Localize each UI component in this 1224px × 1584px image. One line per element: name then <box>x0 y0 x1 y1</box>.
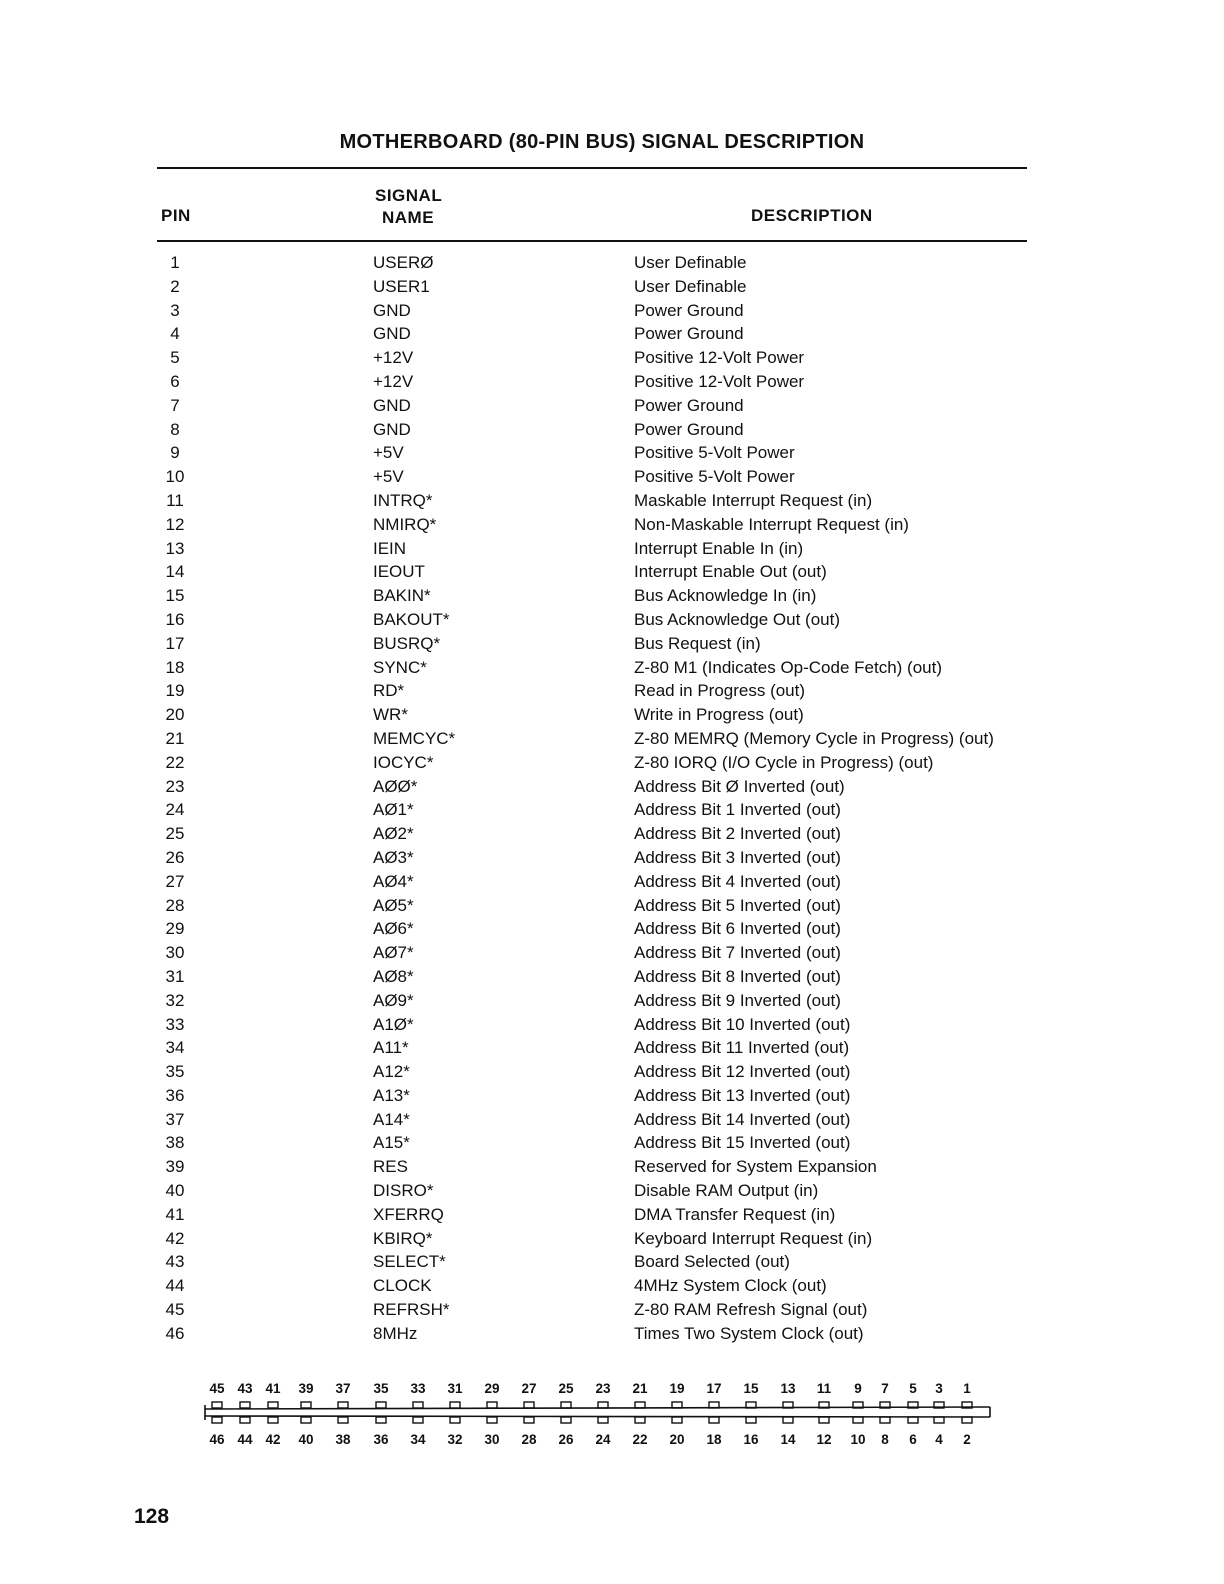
signal-cell: +5V <box>373 467 404 487</box>
connector-pin-label-bottom: 26 <box>558 1432 574 1447</box>
connector-pad-bottom <box>240 1417 250 1423</box>
signal-cell: INTRQ* <box>373 490 433 510</box>
pin-cell: 20 <box>165 705 185 725</box>
table-row <box>0 1084 1224 1108</box>
connector-pad-bottom <box>212 1417 222 1423</box>
signal-cell: GND <box>373 395 411 415</box>
signal-cell: DISRO* <box>373 1181 434 1201</box>
pin-cell: 41 <box>165 1204 185 1224</box>
table-row <box>0 727 1224 751</box>
signal-cell: AØ5* <box>373 895 414 915</box>
pin-cell: 29 <box>165 919 185 939</box>
pin-cell: 16 <box>165 609 185 629</box>
table-row <box>0 299 1224 323</box>
connector-pin-label-bottom: 36 <box>373 1432 389 1447</box>
signal-cell: AØ4* <box>373 871 414 891</box>
bus-connector-diagram <box>195 1378 1005 1458</box>
signal-cell: MEMCYC* <box>373 728 456 748</box>
connector-pad-bottom <box>746 1417 756 1423</box>
header-signal-name <box>375 185 442 229</box>
signal-cell: AØ3* <box>373 847 414 867</box>
description-cell: Positive 12-Volt Power <box>634 371 805 391</box>
signal-cell: BUSRQ* <box>373 633 441 653</box>
description-cell: Bus Acknowledge In (in) <box>634 586 817 606</box>
connector-pad-top <box>376 1402 386 1408</box>
connector-pin-label-top: 23 <box>595 1381 611 1396</box>
description-cell: Z-80 M1 (Indicates Op-Code Fetch) (out) <box>634 657 943 677</box>
description-cell: Bus Request (in) <box>634 633 761 653</box>
connector-pin-label-top: 33 <box>410 1381 426 1396</box>
pin-cell: 28 <box>165 895 185 915</box>
description-cell: Power Ground <box>634 300 744 320</box>
connector-pin-label-bottom: 30 <box>484 1432 500 1447</box>
signal-cell: BAKIN* <box>373 586 431 606</box>
description-cell: 4MHz System Clock (out) <box>634 1276 827 1296</box>
connector-pad-top <box>413 1402 423 1408</box>
description-cell: Address Bit 7 Inverted (out) <box>634 943 841 963</box>
description-cell: Z-80 IORQ (I/O Cycle in Progress) (out) <box>634 752 934 772</box>
table-row <box>0 370 1224 394</box>
description-cell: Address Bit 15 Inverted (out) <box>634 1133 851 1153</box>
header-description: DESCRIPTION <box>751 206 873 225</box>
connector-pin-label-top: 31 <box>447 1381 463 1396</box>
connector-pad-bottom <box>880 1417 890 1423</box>
pin-cell: 34 <box>165 1038 185 1058</box>
connector-pin-label-top: 1 <box>963 1381 971 1396</box>
connector-pin-label-top: 27 <box>521 1381 537 1396</box>
description-cell: Address Bit 11 Inverted (out) <box>634 1038 850 1058</box>
description-cell: Non-Maskable Interrupt Request (in) <box>634 514 909 534</box>
table-row <box>0 537 1224 561</box>
connector-pin-label-top: 11 <box>816 1381 832 1396</box>
connector-pad-top <box>450 1402 460 1408</box>
table-row <box>0 1131 1224 1155</box>
description-cell: Z-80 MEMRQ (Memory Cycle in Progress) (out) <box>634 728 994 748</box>
signal-cell: A15* <box>373 1133 410 1153</box>
pin-cell: 33 <box>165 1014 185 1034</box>
signal-cell: +12V <box>373 348 414 368</box>
pin-cell: 42 <box>165 1228 185 1248</box>
pin-cell: 38 <box>165 1133 185 1153</box>
top-rule <box>157 167 1027 169</box>
connector-pad-bottom <box>413 1417 423 1423</box>
connector-pin-label-top: 19 <box>669 1381 685 1396</box>
connector-pin-label-bottom: 2 <box>963 1432 971 1447</box>
pin-cell: 6 <box>170 371 180 391</box>
description-cell: Times Two System Clock (out) <box>634 1323 864 1343</box>
connector-pin-label-top: 35 <box>373 1381 389 1396</box>
signal-cell: A11* <box>373 1038 409 1058</box>
signal-cell: AØ7* <box>373 943 414 963</box>
pin-cell: 2 <box>170 276 180 296</box>
pin-cell: 4 <box>170 324 180 344</box>
table-row <box>0 894 1224 918</box>
pin-cell: 1 <box>170 253 180 272</box>
table-row <box>0 775 1224 799</box>
signal-cell: 8MHz <box>373 1323 418 1343</box>
connector-pin-label-bottom: 20 <box>669 1432 685 1447</box>
connector-pad-bottom <box>635 1417 645 1423</box>
table-row <box>0 418 1224 442</box>
signal-cell: IEOUT <box>373 562 425 582</box>
page-number: 128 <box>134 1505 170 1528</box>
connector-pad-top <box>524 1402 534 1408</box>
signal-cell: BAKOUT* <box>373 609 450 629</box>
pin-cell: 18 <box>165 657 185 677</box>
description-cell: Positive 12-Volt Power <box>634 348 805 368</box>
connector-pin-label-bottom: 42 <box>265 1432 281 1447</box>
connector-pad-bottom <box>268 1417 278 1423</box>
description-cell: Keyboard Interrupt Request (in) <box>634 1228 873 1248</box>
connector-pad-top <box>487 1402 497 1408</box>
table-row <box>0 1274 1224 1298</box>
description-cell: Power Ground <box>634 324 744 344</box>
description-cell: Address Bit 14 Inverted (out) <box>634 1109 851 1129</box>
table-row <box>0 798 1224 822</box>
connector-pin-label-top: 5 <box>909 1381 917 1396</box>
signal-cell: KBIRQ* <box>373 1228 433 1248</box>
signal-cell: A1Ø* <box>373 1014 414 1034</box>
header-pin: PIN <box>161 206 191 225</box>
pin-cell: 11 <box>166 490 184 510</box>
pin-cell: 3 <box>170 300 180 320</box>
description-cell: Address Bit 13 Inverted (out) <box>634 1085 851 1105</box>
table-row <box>0 1013 1224 1037</box>
description-cell: Board Selected (out) <box>634 1252 790 1272</box>
description-cell: Disable RAM Output (in) <box>634 1181 819 1201</box>
description-cell: Address Bit 3 Inverted (out) <box>634 847 841 867</box>
table-row <box>0 608 1224 632</box>
description-cell: Write in Progress (out) <box>634 705 804 725</box>
table-row <box>0 822 1224 846</box>
signal-cell: GND <box>373 324 411 344</box>
table-row <box>0 1060 1224 1084</box>
header-signal-line2: NAME <box>382 208 435 227</box>
connector-pad-bottom <box>487 1417 497 1423</box>
connector-pin-label-bottom: 34 <box>410 1432 426 1447</box>
signal-cell: USER1 <box>373 276 430 296</box>
table-row <box>0 1036 1224 1060</box>
table-row <box>0 441 1224 465</box>
connector-pad-bottom <box>709 1417 719 1423</box>
description-cell: Z-80 RAM Refresh Signal (out) <box>634 1300 868 1320</box>
table-row <box>0 275 1224 299</box>
connector-pad-top <box>598 1402 608 1408</box>
pin-cell: 17 <box>165 633 185 653</box>
pin-cell: 10 <box>165 467 185 487</box>
connector-pin-label-top: 37 <box>335 1381 351 1396</box>
connector-pad-bottom <box>672 1417 682 1423</box>
connector-pin-label-top: 25 <box>558 1381 574 1396</box>
pin-cell: 46 <box>165 1323 185 1343</box>
signal-cell: CLOCK <box>373 1276 432 1296</box>
description-cell: Address Bit 1 Inverted (out) <box>634 800 841 820</box>
connector-pad-top <box>212 1402 222 1408</box>
connector-pin-label-bottom: 22 <box>632 1432 648 1447</box>
description-cell: Power Ground <box>634 419 744 439</box>
signal-cell: SYNC* <box>373 657 427 677</box>
connector-pad-bottom <box>934 1417 944 1423</box>
connector-pin-label-top: 41 <box>265 1381 281 1396</box>
connector-pin-label-top: 21 <box>632 1381 648 1396</box>
description-cell: Address Bit 5 Inverted (out) <box>634 895 841 915</box>
table-row <box>0 870 1224 894</box>
pin-cell: 44 <box>165 1276 185 1296</box>
pin-cell: 21 <box>165 728 185 748</box>
description-cell: Address Bit 10 Inverted (out) <box>634 1014 851 1034</box>
connector-pin-label-top: 17 <box>706 1381 722 1396</box>
connector-pad-bottom <box>853 1417 863 1423</box>
table-row <box>0 846 1224 870</box>
table-row <box>0 465 1224 489</box>
description-cell: Reserved for System Expansion <box>634 1157 877 1177</box>
table-row <box>0 1155 1224 1179</box>
connector-pin-label-bottom: 24 <box>595 1432 611 1447</box>
signal-cell: AØ2* <box>373 824 414 844</box>
connector-pin-label-bottom: 44 <box>237 1432 253 1447</box>
description-cell: Read in Progress (out) <box>634 681 806 701</box>
pin-cell: 22 <box>165 752 185 772</box>
pin-cell: 14 <box>165 562 185 582</box>
connector-pad-bottom <box>908 1417 918 1423</box>
connector-pin-label-bottom: 46 <box>209 1432 225 1447</box>
signal-cell: WR* <box>373 705 408 725</box>
pin-cell: 43 <box>165 1252 185 1272</box>
header-signal-line1: SIGNAL <box>375 186 443 205</box>
table-row <box>0 394 1224 418</box>
pin-cell: 19 <box>165 681 185 701</box>
description-cell: User Definable <box>634 276 747 296</box>
connector-pin-label-top: 3 <box>935 1381 943 1396</box>
connector-pad-bottom <box>561 1417 571 1423</box>
description-cell: Address Bit 4 Inverted (out) <box>634 871 841 891</box>
table-row <box>0 489 1224 513</box>
signal-cell: GND <box>373 300 411 320</box>
pin-cell: 36 <box>165 1085 185 1105</box>
connector-pin-label-top: 7 <box>881 1381 889 1396</box>
connector-pad-bottom <box>524 1417 534 1423</box>
signal-cell: A13* <box>373 1085 410 1105</box>
pin-cell: 39 <box>165 1157 185 1177</box>
connector-pin-label-bottom: 18 <box>706 1432 722 1447</box>
pin-cell: 13 <box>165 538 185 558</box>
connector-pin-label-bottom: 14 <box>780 1432 796 1447</box>
connector-pin-label-bottom: 40 <box>298 1432 314 1447</box>
signal-cell: USERØ <box>373 253 434 272</box>
signal-cell: AØ9* <box>373 990 414 1010</box>
connector-pin-label-top: 45 <box>209 1381 225 1396</box>
signal-cell: GND <box>373 419 411 439</box>
connector-pin-label-top: 43 <box>237 1381 253 1396</box>
description-cell: Address Bit 9 Inverted (out) <box>634 990 841 1010</box>
pin-cell: 31 <box>165 966 185 986</box>
signal-cell: IOCYC* <box>373 752 434 772</box>
table-row <box>0 1322 1224 1346</box>
connector-pin-label-bottom: 10 <box>850 1432 866 1447</box>
page-title: MOTHERBOARD (80-PIN BUS) SIGNAL DESCRIPTION <box>339 131 865 153</box>
pin-cell: 7 <box>170 395 180 415</box>
signal-cell: AØ8* <box>373 966 414 986</box>
connector-pin-label-bottom: 4 <box>935 1432 943 1447</box>
table-row <box>0 917 1224 941</box>
table-row <box>0 632 1224 656</box>
table-row <box>0 560 1224 584</box>
pin-cell: 23 <box>165 776 185 796</box>
signal-cell: A14* <box>373 1109 410 1129</box>
description-cell: Address Bit Ø Inverted (out) <box>634 776 845 796</box>
connector-pad-bottom <box>783 1417 793 1423</box>
signal-cell: IEIN <box>373 538 407 558</box>
connector-pin-label-bottom: 38 <box>335 1432 351 1447</box>
table-row <box>0 513 1224 537</box>
pin-cell: 37 <box>165 1109 185 1129</box>
table-row <box>0 941 1224 965</box>
signal-cell: NMIRQ* <box>373 514 437 534</box>
table-row <box>0 251 1224 275</box>
table-row <box>0 679 1224 703</box>
pin-cell: 35 <box>165 1062 185 1082</box>
description-cell: Maskable Interrupt Request (in) <box>634 490 873 510</box>
description-cell: Bus Acknowledge Out (out) <box>634 609 841 629</box>
table-row <box>0 1227 1224 1251</box>
description-cell: Address Bit 12 Inverted (out) <box>634 1062 851 1082</box>
signal-cell: AØ1* <box>373 800 414 820</box>
connector-pad-top <box>338 1402 348 1408</box>
connector-pad-top <box>301 1402 311 1408</box>
pin-cell: 32 <box>165 990 185 1010</box>
table-row <box>0 584 1224 608</box>
description-cell: Interrupt Enable Out (out) <box>634 562 827 582</box>
connector-pad-bottom <box>338 1417 348 1423</box>
signal-cell: +12V <box>373 371 414 391</box>
table-row <box>0 1179 1224 1203</box>
pin-cell: 5 <box>170 348 180 368</box>
table-row <box>0 1108 1224 1132</box>
signal-cell: AØ6* <box>373 919 414 939</box>
table-row <box>0 346 1224 370</box>
description-cell: Positive 5-Volt Power <box>634 467 795 487</box>
description-cell: Address Bit 6 Inverted (out) <box>634 919 841 939</box>
description-cell: Address Bit 2 Inverted (out) <box>634 824 841 844</box>
connector-pin-label-bottom: 16 <box>743 1432 759 1447</box>
pin-cell: 12 <box>165 514 185 534</box>
connector-pad-top <box>561 1402 571 1408</box>
description-cell: User Definable <box>634 253 747 272</box>
pin-cell: 26 <box>165 847 185 867</box>
table-row <box>0 703 1224 727</box>
pin-cell: 15 <box>165 586 185 606</box>
connector-pad-bottom <box>962 1417 972 1423</box>
connector-pad-top <box>268 1402 278 1408</box>
connector-pin-label-top: 13 <box>780 1381 796 1396</box>
table-row <box>0 322 1224 346</box>
connector-pad-bottom <box>376 1417 386 1423</box>
signal-cell: AØØ* <box>373 776 418 796</box>
connector-pin-label-bottom: 32 <box>447 1432 463 1447</box>
signal-cell: REFRSH* <box>373 1300 450 1320</box>
pin-cell: 8 <box>170 419 180 439</box>
header-rule <box>157 240 1027 242</box>
connector-pin-label-top: 29 <box>484 1381 500 1396</box>
connector-pad-bottom <box>819 1417 829 1423</box>
table-row <box>0 965 1224 989</box>
connector-pin-label-top: 9 <box>854 1381 862 1396</box>
signal-cell: SELECT* <box>373 1252 446 1272</box>
signal-cell: XFERRQ <box>373 1204 444 1224</box>
connector-pad-top <box>240 1402 250 1408</box>
signal-cell: A12* <box>373 1062 410 1082</box>
pin-cell: 27 <box>165 871 185 891</box>
signal-cell: RES <box>373 1157 408 1177</box>
signal-cell: RD* <box>373 681 405 701</box>
connector-pin-label-bottom: 6 <box>909 1432 917 1447</box>
pin-cell: 9 <box>170 443 180 463</box>
description-cell: Interrupt Enable In (in) <box>634 538 804 558</box>
connector-pin-label-bottom: 28 <box>521 1432 537 1447</box>
pin-cell: 45 <box>165 1300 185 1320</box>
description-cell: Power Ground <box>634 395 744 415</box>
description-cell: DMA Transfer Request (in) <box>634 1204 836 1224</box>
signal-table <box>0 251 1224 1346</box>
connector-pin-label-bottom: 12 <box>816 1432 832 1447</box>
signal-cell: +5V <box>373 443 404 463</box>
connector-pin-label-top: 39 <box>298 1381 314 1396</box>
pin-cell: 25 <box>165 824 185 844</box>
pin-cell: 30 <box>165 943 185 963</box>
connector-pin-label-bottom: 8 <box>881 1432 889 1447</box>
connector-pad-bottom <box>301 1417 311 1423</box>
table-row <box>0 751 1224 775</box>
table-row <box>0 1298 1224 1322</box>
table-row <box>0 1250 1224 1274</box>
table-row <box>0 1203 1224 1227</box>
table-row <box>0 989 1224 1013</box>
connector-pad-bottom <box>598 1417 608 1423</box>
pin-cell: 24 <box>165 800 185 820</box>
description-cell: Positive 5-Volt Power <box>634 443 795 463</box>
description-cell: Address Bit 8 Inverted (out) <box>634 966 841 986</box>
table-row <box>0 656 1224 680</box>
pin-cell: 40 <box>165 1181 185 1201</box>
connector-pin-label-top: 15 <box>743 1381 759 1396</box>
connector-pad-bottom <box>450 1417 460 1423</box>
